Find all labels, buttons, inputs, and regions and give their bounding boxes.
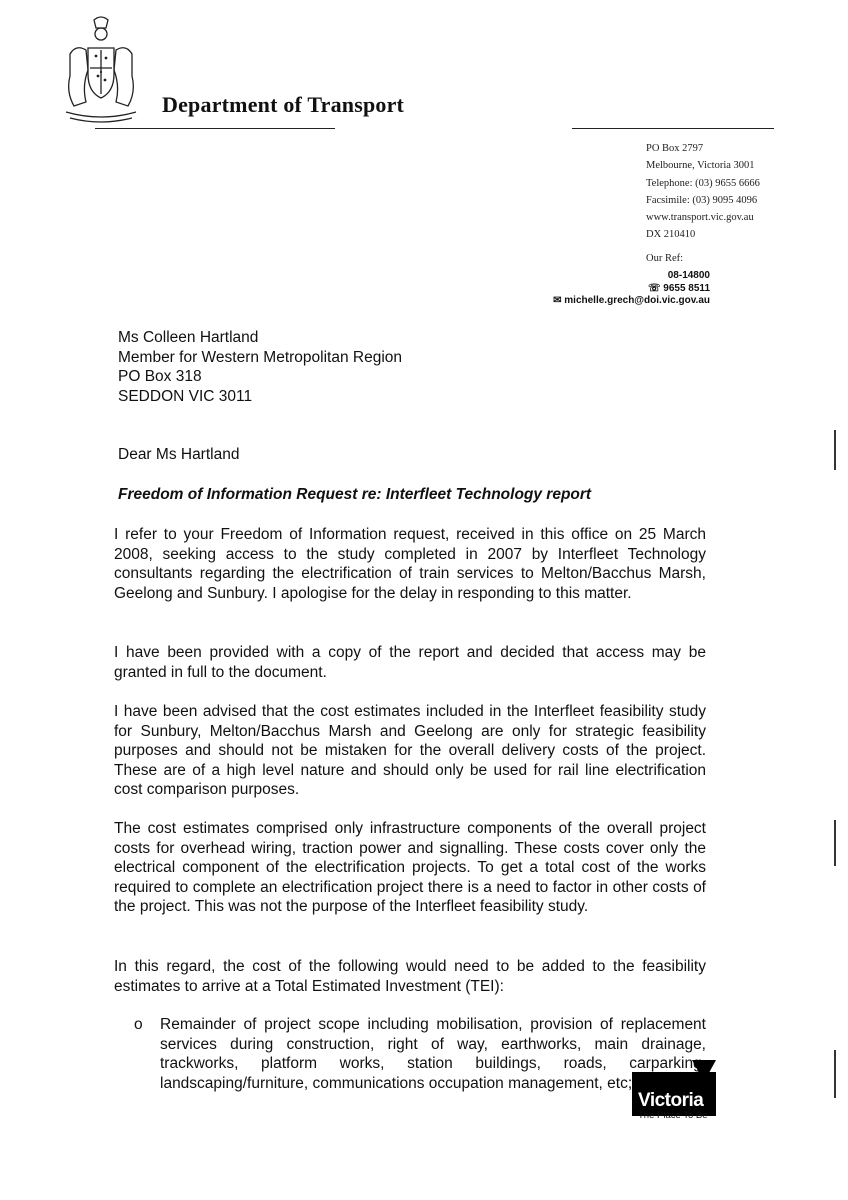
telephone-icon: ☏: [647, 282, 661, 294]
bullet-text: Remainder of project scope including mobilisation, provision of replacement services during construction, right of way, earthworks, main drainage, trackworks, platform works, station buildings, roads, carparking, landscaping/furniture, communications occupation management, etc;: [160, 1016, 706, 1092]
contact-line: www.transport.vic.gov.au: [646, 212, 754, 224]
contact-line: Facsimile: (03) 9095 4096: [646, 194, 758, 206]
contact-line: PO Box 2797: [646, 143, 704, 154]
victoria-logo: [632, 1060, 716, 1124]
header-rule-left: [95, 128, 335, 129]
email-icon: ✉: [553, 295, 562, 306]
body-paragraph: In this regard, the cost of the following would need to be added to the feasibility estimates to arrive at a Total Estimated Investment (TEI):: [114, 958, 706, 995]
scan-mark: [834, 430, 836, 470]
recipient-address: [118, 328, 402, 406]
ref-number: 08-14800: [667, 270, 710, 281]
reference-block: [553, 270, 710, 308]
email-address: michelle.grech@doi.vic.gov.au: [564, 295, 710, 306]
address-line: Ms Colleen Hartland: [118, 329, 259, 346]
contact-line: Telephone: (03) 9655 6666: [646, 177, 760, 189]
contact-line: Melbourne, Victoria 3001: [646, 160, 755, 172]
body-paragraph: I refer to your Freedom of Information request, received in this office on 25 March 2008, seeking access to the study completed in 2007 by Interfleet Technology consultants regarding the electrification of train services to Melton/Bacchus Marsh, Geelong and Sunbury. I apologise for the delay in responding to this matter.: [114, 526, 706, 602]
logo-tagline: The Place To Be: [638, 1110, 708, 1121]
scan-mark: [834, 1050, 836, 1098]
bullet-marker: o: [134, 1016, 143, 1033]
body-paragraph: The cost estimates comprised only infrastructure components of the overall project costs for overhead wiring, traction power and signalling. These costs cover only the electrical component of the electrification projects. To get a total cost of the works required to complete an electrification project there is a need to factor in other costs of the project. This was not the purpose of the Interfleet feasibility study.: [114, 820, 706, 915]
subject-line: Freedom of Information Request re: Interfleet Technology report: [118, 486, 592, 503]
department-name: Department of Transport: [162, 92, 405, 117]
body-paragraph: I have been advised that the cost estimates included in the Interfleet feasibility study for Sunbury, Melton/Bacchus Marsh and Geelong are only for strategic feasibility purposes and should not be mistaken for the overall delivery costs of the project. These are of a high level nature and should only be used for rail line electrification cost comparison purposes.: [114, 703, 706, 798]
body-paragraph: I have been provided with a copy of the report and decided that access may be granted in full to the document.: [114, 644, 706, 681]
our-ref-label: Our Ref:: [646, 252, 684, 264]
contact-block: [646, 140, 760, 267]
logo-triangle: [692, 1060, 716, 1082]
header-rule-right: [572, 128, 774, 129]
phone-number: 9655 8511: [663, 282, 710, 294]
logo-wordmark: Victoria: [638, 1090, 704, 1111]
scan-mark: [834, 820, 836, 866]
address-line: Member for Western Metropolitan Region: [118, 348, 403, 366]
salutation: Dear Ms Hartland: [118, 446, 240, 463]
email-row: [553, 295, 710, 308]
address-line: PO Box 318: [118, 368, 202, 385]
address-line: SEDDON VIC 3011: [118, 387, 253, 405]
phone-row: [553, 283, 710, 296]
coat-of-arms-icon: [60, 14, 142, 126]
contact-line: DX 210410: [646, 229, 696, 241]
